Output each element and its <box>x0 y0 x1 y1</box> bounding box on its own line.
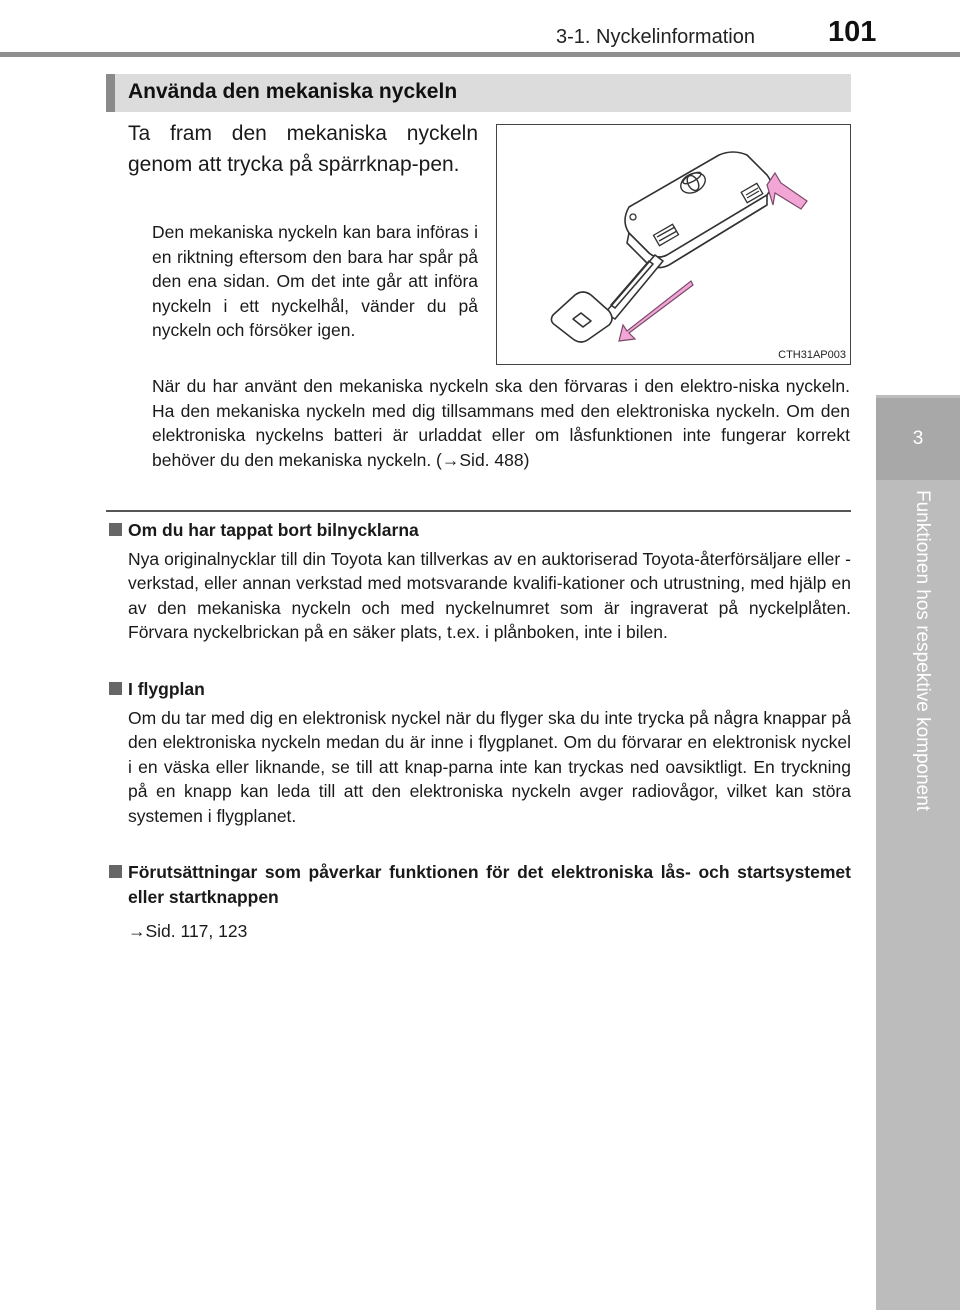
chapter-number: 3 <box>876 398 960 480</box>
section-heading-label: Använda den mekaniska nyckeln <box>128 80 458 103</box>
square-bullet-icon <box>109 865 122 878</box>
info-item-lost-keys <box>106 518 851 645</box>
running-header-section: 3-1. Nyckelinformation <box>556 26 755 48</box>
page-number: 101 <box>828 16 877 48</box>
info-item-title: I flygplan <box>106 677 851 702</box>
section-heading <box>106 74 851 112</box>
info-item-body: →Sid. 117, 123 <box>128 921 248 941</box>
press-arrow-icon <box>767 173 807 209</box>
info-item-body: Nya originalnycklar till din Toyota kan tillverkas av en auktoriserad Toyota-återförsäljare eller -verkstad, eller annan verkstad med motsvarande kvalifi-kationer och utrustning, med hjälp en av den mekaniska nyckeln och med nyckelnumret som är ingraverat på nyckelplåten. Förvara nyckelbrickan på en säker plats, t.ex. i plånboken, inte i bilen. <box>128 548 851 642</box>
key-drawing <box>497 125 849 363</box>
info-item-body: Om du tar med dig en elektronisk nyckel när du flyger ska du inte trycka på några knappar på den elektroniska nyckeln medan du är inne i flygplanet. Om du förvarar en elektronisk nyckel i en väska eller liknande, se till att knap-parna inte kan tryckas ned oavsiktligt. En tryckning på en knapp kan leda till att den elektroniska nyckeln avger radiovågor, vilket kan störa systemen i flygplanet. <box>128 707 851 826</box>
lead-instruction: Ta fram den mekaniska nyckeln genom att trycka på spärrknap-pen. <box>128 122 478 176</box>
header-rule <box>0 52 960 57</box>
section-heading-bar <box>106 74 115 112</box>
info-item-airplane <box>106 677 851 828</box>
info-item-title: Förutsättningar som påverkar funktionen för det elektroniska lås- och startsystemet eller startknappen <box>106 860 851 909</box>
info-item-conditions <box>106 860 851 944</box>
info-item-title: Om du har tappat bort bilnycklarna <box>106 518 851 543</box>
mechanical-key-icon <box>551 255 663 342</box>
storage-note: När du har använt den mekaniska nyckeln ska den förvaras i den elektro-niska nyckeln. Ha den mekaniska nyckeln med dig tillsammans med den elektroniska nyckeln. Om den elektroniska nyckelns batteri är urladdat eller om låsfunktionen inte fungerar korrekt behöver du den mekaniska nyckeln. (→Sid. 488) <box>152 376 850 470</box>
key-illustration <box>496 124 851 365</box>
chapter-title: Funktionen hos respektive komponent <box>912 490 933 812</box>
section-divider <box>106 510 851 512</box>
square-bullet-icon <box>109 523 122 536</box>
instruction-note: Den mekaniska nyckeln kan bara införas i en riktning eftersom den bara har spår på den ena sidan. Om det inte går att införa nyckeln i ett nyckelhål, vänder du på nyckeln och försöker igen. <box>152 222 478 340</box>
square-bullet-icon <box>109 682 122 695</box>
figure-code: CTH31AP003 <box>778 349 846 361</box>
